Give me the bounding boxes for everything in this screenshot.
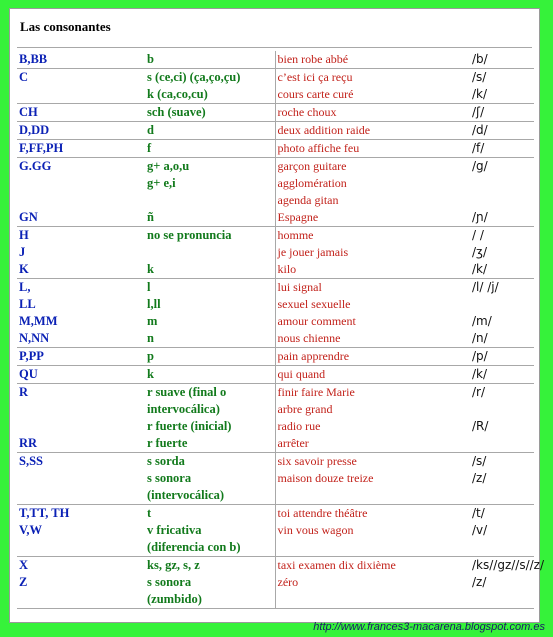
ipa-cell <box>460 384 534 453</box>
example-text: agglomération <box>277 176 347 190</box>
table-row <box>17 227 534 279</box>
sound-text: m <box>147 314 158 328</box>
sound-text: sch (suave) <box>147 105 206 119</box>
consonants-panel <box>9 8 545 623</box>
letter-text <box>19 401 143 418</box>
table-row <box>17 366 534 384</box>
example-cell <box>275 158 460 227</box>
letter-text: J <box>19 245 26 259</box>
sound-cell <box>145 505 275 557</box>
letter-text: Z <box>19 575 28 589</box>
ipa-text <box>462 435 532 452</box>
ipa-text: /R/ <box>472 419 489 433</box>
sound-text: d <box>147 123 154 137</box>
letter-text <box>19 86 143 103</box>
example-cell <box>275 384 460 453</box>
ipa-text: /k/ <box>472 367 488 381</box>
example-text <box>278 591 459 608</box>
ipa-cell <box>460 158 534 227</box>
example-cell <box>275 505 460 557</box>
example-text: finir faire Marie <box>277 385 355 399</box>
ipa-cell <box>460 348 534 366</box>
letter-cell <box>17 69 145 104</box>
ipa-text: /k/ <box>472 262 488 276</box>
example-text: roche choux <box>277 105 337 119</box>
ipa-text: /s/ <box>472 454 487 468</box>
example-text: photo affiche feu <box>277 141 360 155</box>
example-text: c’est ici ça reçu <box>277 70 353 84</box>
letter-text: G.GG <box>19 159 52 173</box>
ipa-cell <box>460 104 534 122</box>
sound-cell <box>145 158 275 227</box>
sound-text: p <box>147 349 154 363</box>
example-text: deux addition raide <box>277 123 371 137</box>
ipa-text: /r/ <box>472 385 486 399</box>
example-text <box>278 539 459 556</box>
letter-text: B,BB <box>19 52 48 66</box>
example-text: arbre grand <box>277 402 333 416</box>
letter-cell <box>17 122 145 140</box>
ipa-text: /v/ <box>472 523 488 537</box>
ipa-text <box>462 539 532 556</box>
sound-text <box>147 244 273 261</box>
sound-cell <box>145 366 275 384</box>
ipa-text <box>462 192 532 209</box>
letter-text: RR <box>19 436 38 450</box>
sound-text: (intervocálica) <box>147 488 225 502</box>
letter-text: S,SS <box>19 454 43 468</box>
letter-cell <box>17 279 145 348</box>
example-text: maison douze treize <box>277 471 374 485</box>
example-cell <box>275 140 460 158</box>
ipa-text: /m/ <box>472 314 492 328</box>
table-row <box>17 557 534 609</box>
example-text: nous chienne <box>277 331 341 345</box>
ipa-text <box>462 175 532 192</box>
example-text: zéro <box>277 575 299 589</box>
source-url: http://www.frances3-macarena.blogspot.com.es <box>313 621 545 633</box>
ipa-text: /ʒ/ <box>472 245 488 259</box>
ipa-text <box>462 591 532 608</box>
sound-cell <box>145 140 275 158</box>
example-cell <box>275 227 460 279</box>
letter-text: V,W <box>19 523 43 537</box>
example-text: toi attendre théâtre <box>277 506 368 520</box>
example-text: homme <box>277 228 314 242</box>
example-text: cours carte curé <box>277 87 354 101</box>
ipa-text: /p/ <box>472 349 488 363</box>
letter-text: P,PP <box>19 349 44 363</box>
ipa-text: /d/ <box>472 123 488 137</box>
consonants-table <box>17 51 545 609</box>
ipa-cell <box>460 279 534 348</box>
table-row <box>17 505 534 557</box>
example-text: taxi examen dix dixième <box>277 558 396 572</box>
sound-text: ks, gz, s, z <box>147 558 200 572</box>
example-text: Espagne <box>277 210 319 224</box>
ipa-cell <box>460 140 534 158</box>
ipa-text <box>462 487 532 504</box>
letter-text: F,FF,PH <box>19 141 64 155</box>
sound-cell <box>145 69 275 104</box>
letter-cell <box>17 505 145 557</box>
sound-text: l <box>147 280 151 294</box>
sound-text: (zumbido) <box>147 592 202 606</box>
ipa-cell <box>460 51 534 69</box>
example-text: kilo <box>277 262 297 276</box>
letter-cell <box>17 384 145 453</box>
letter-text: T,TT, TH <box>19 506 70 520</box>
ipa-text: /ɲ/ <box>472 210 488 224</box>
sound-text: s (ce,ci) (ça,ço,çu) <box>147 70 241 84</box>
table-row <box>17 140 534 158</box>
letter-cell <box>17 557 145 609</box>
table-row <box>17 384 534 453</box>
letter-text: QU <box>19 367 38 381</box>
example-text: pain apprendre <box>277 349 350 363</box>
example-text: agenda gitan <box>277 193 339 207</box>
ipa-text: /l/ /j/ <box>472 280 499 294</box>
sound-cell <box>145 384 275 453</box>
example-text: six savoir presse <box>277 454 357 468</box>
ipa-text <box>462 401 532 418</box>
sound-text: v fricativa <box>147 523 202 537</box>
letter-text: D,DD <box>19 123 50 137</box>
sound-text: r suave (final o <box>147 385 227 399</box>
ipa-cell <box>460 227 534 279</box>
letter-text: GN <box>19 210 38 224</box>
letter-text: L, <box>19 280 31 294</box>
sound-text: s sonora <box>147 471 192 485</box>
letter-text <box>19 418 143 435</box>
ipa-text <box>462 296 532 313</box>
example-cell <box>275 348 460 366</box>
sound-text: t <box>147 506 152 520</box>
table-row <box>17 104 534 122</box>
letter-cell <box>17 348 145 366</box>
ipa-cell <box>460 505 534 557</box>
letter-cell <box>17 51 145 69</box>
example-text <box>278 487 459 504</box>
example-text: je jouer jamais <box>277 245 349 259</box>
table-row <box>17 122 534 140</box>
letter-text <box>19 487 143 504</box>
letter-cell <box>17 227 145 279</box>
sound-text: g+ e,i <box>147 176 176 190</box>
example-cell <box>275 453 460 505</box>
table-row <box>17 158 534 227</box>
example-cell <box>275 69 460 104</box>
ipa-text: /k/ <box>472 87 488 101</box>
ipa-text: /ks//gz//s//z/ <box>472 558 545 572</box>
letter-text: C <box>19 70 29 84</box>
ipa-text: /g/ <box>472 159 488 173</box>
ipa-cell <box>460 366 534 384</box>
table-row <box>17 348 534 366</box>
ipa-text: /b/ <box>472 52 488 66</box>
table-row <box>17 453 534 505</box>
sound-text: ñ <box>147 210 154 224</box>
example-cell <box>275 51 460 69</box>
letter-text <box>19 470 143 487</box>
sound-text: r fuerte <box>147 436 188 450</box>
sound-cell <box>145 122 275 140</box>
example-text: bien robe abbé <box>277 52 349 66</box>
table-row <box>17 279 534 348</box>
letter-text <box>19 591 143 608</box>
letter-cell <box>17 453 145 505</box>
example-text: garçon guitare <box>277 159 347 173</box>
sound-text: g+ a,o,u <box>147 159 190 173</box>
sound-cell <box>145 348 275 366</box>
table-row <box>17 51 534 69</box>
sound-text: intervocálica) <box>147 402 220 416</box>
letter-text: H <box>19 228 29 242</box>
sound-cell <box>145 104 275 122</box>
ipa-cell <box>460 122 534 140</box>
example-cell <box>275 104 460 122</box>
example-cell <box>275 557 460 609</box>
ipa-text: /z/ <box>472 575 487 589</box>
title-divider <box>17 47 532 48</box>
ipa-cell <box>460 69 534 104</box>
letter-text <box>19 192 143 209</box>
ipa-text: /f/ <box>472 141 485 155</box>
example-text: lui signal <box>277 280 322 294</box>
sound-text: k (ca,co,cu) <box>147 87 208 101</box>
ipa-text: / / <box>472 228 484 242</box>
sound-text <box>147 192 273 209</box>
sound-text: s sorda <box>147 454 185 468</box>
sound-text: no se pronuncia <box>147 228 232 242</box>
sound-text: k <box>147 367 154 381</box>
sound-text: l,ll <box>147 297 161 311</box>
example-text: vin vous wagon <box>277 523 354 537</box>
ipa-text: /n/ <box>472 331 488 345</box>
letter-text: N,NN <box>19 331 50 345</box>
letter-text: K <box>19 262 29 276</box>
letter-text <box>19 175 143 192</box>
letter-text: LL <box>19 297 36 311</box>
sound-cell <box>145 279 275 348</box>
example-text: sexuel sexuelle <box>277 297 351 311</box>
example-text: amour comment <box>277 314 356 328</box>
ipa-cell <box>460 557 545 609</box>
example-text: radio rue <box>277 419 321 433</box>
sound-text: f <box>147 141 152 155</box>
letter-text: M,MM <box>19 314 58 328</box>
letter-cell <box>17 158 145 227</box>
example-text: qui quand <box>277 367 326 381</box>
ipa-cell <box>460 453 534 505</box>
table-body <box>17 51 545 609</box>
sound-text: r fuerte (inicial) <box>147 419 232 433</box>
sound-text: n <box>147 331 154 345</box>
letter-cell <box>17 366 145 384</box>
letter-text: R <box>19 385 29 399</box>
sound-cell <box>145 227 275 279</box>
sound-text: k <box>147 262 154 276</box>
sound-text: (diferencia con b) <box>147 540 241 554</box>
ipa-text: /s/ <box>472 70 487 84</box>
letter-text: X <box>19 558 29 572</box>
sound-text: b <box>147 52 154 66</box>
letter-text: CH <box>19 105 38 119</box>
example-cell <box>275 122 460 140</box>
sound-cell <box>145 453 275 505</box>
letter-cell <box>17 140 145 158</box>
ipa-text: /ʃ/ <box>472 105 485 119</box>
example-cell <box>275 279 460 348</box>
sound-cell <box>145 557 275 609</box>
ipa-text: /t/ <box>472 506 485 520</box>
page-title: Las consonantes <box>20 19 111 34</box>
example-text: arrêter <box>277 436 309 450</box>
sound-cell <box>145 51 275 69</box>
letter-text <box>19 539 143 556</box>
sound-text: s sonora <box>147 575 192 589</box>
letter-cell <box>17 104 145 122</box>
example-cell <box>275 366 460 384</box>
table-row <box>17 69 534 104</box>
ipa-text: /z/ <box>472 471 487 485</box>
